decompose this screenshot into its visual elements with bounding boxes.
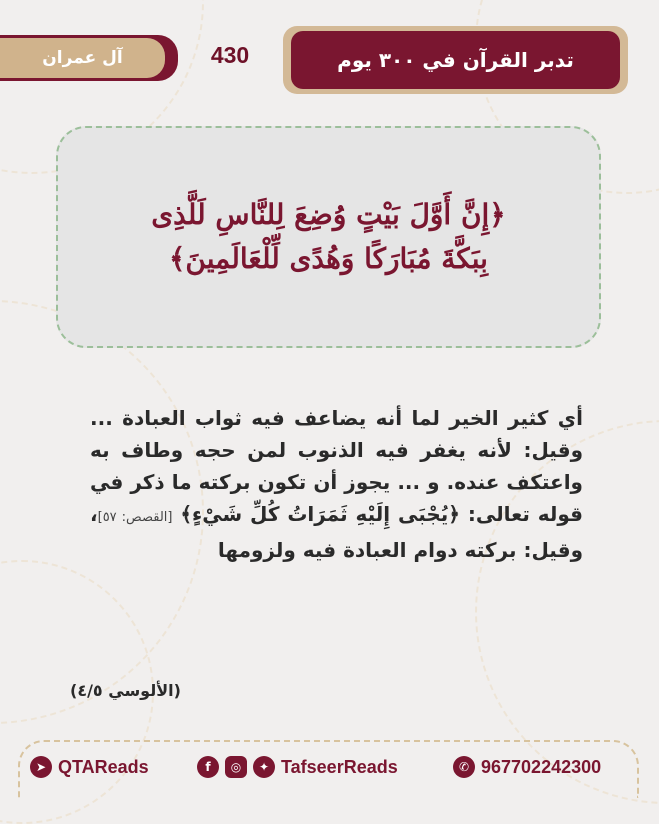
- whatsapp-icon: ✆: [453, 756, 475, 778]
- telegram-handle: QTAReads: [58, 756, 149, 777]
- commentary-text-1: أي كثير الخير لما أنه يضاعف فيه ثواب العبادة ... وقيل: لأنه يغفر فيه الذنوب لمن حجه وطاف به واعتكف عنده. و ... يجوز أن تكون بركته ما ذكر في قوله تعالى: ﴿يُجْبَى إِلَيْهِ ثَمَرَاتُ كُلِّ شَيْءٍ﴾: [90, 406, 583, 526]
- page-number: 430: [210, 42, 250, 68]
- commentary: [90, 402, 583, 566]
- surah-banner: [0, 35, 178, 81]
- facebook-icon[interactable]: f: [197, 756, 219, 778]
- series-title-banner: [283, 26, 628, 94]
- source-citation: (الألوسي ٤/٥): [70, 681, 181, 700]
- phone-number: 967702242300: [481, 756, 602, 777]
- commentary-text-2: ، وقيل: بركته دوام العبادة فيه ولزومها: [90, 502, 583, 562]
- surah-name: آل عمران: [0, 38, 165, 78]
- social-handle: TafseerReads: [281, 756, 398, 777]
- verse-line-2: بِبَكَّةَ مُبَارَكًا وَهُدًى لِّلْعَالَمِينَ﴾: [169, 242, 488, 275]
- quran-reference: [القصص: ٥٧]: [97, 510, 173, 525]
- telegram-link[interactable]: [30, 756, 149, 778]
- series-title: تدبر القرآن في ٣٠٠ يوم: [291, 31, 620, 89]
- whatsapp-link[interactable]: [453, 756, 601, 778]
- telegram-icon: ➤: [30, 756, 52, 778]
- verse-box: [56, 126, 601, 348]
- instagram-icon[interactable]: ◎: [225, 756, 247, 778]
- social-links[interactable]: [197, 756, 398, 778]
- twitter-icon[interactable]: ✦: [253, 756, 275, 778]
- verse-text: [151, 193, 505, 281]
- verse-line-1: ﴿إِنَّ أَوَّلَ بَيْتٍ وُضِعَ لِلنَّاسِ لَلَّذِى: [151, 198, 506, 231]
